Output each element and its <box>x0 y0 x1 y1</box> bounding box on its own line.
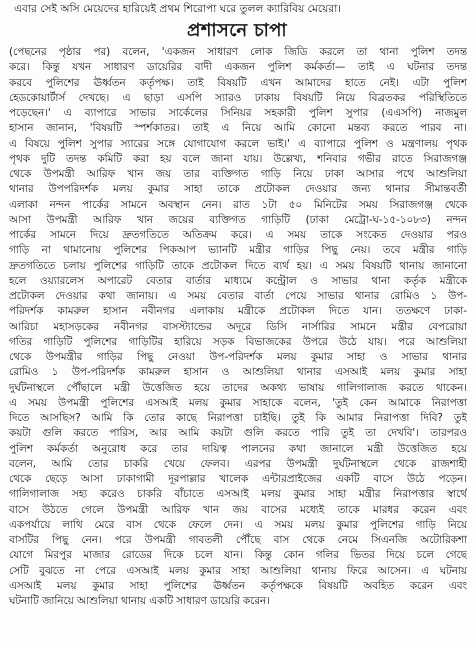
article-line: সেটি বুঝতে না পেরে এসআই মলয় কুমার সাহা আশুলিয়া থানায় ফিরে আসেন। এ ঘটনায় <box>9 564 467 577</box>
article-line <box>9 45 467 60</box>
article-line: বলেন, আমি তোর চাকরি খেয়ে ফেলব। এরপর উপমন্ত্রী দুর্ঘটনাস্থলে থেকে রাজশাহী <box>9 457 467 470</box>
article-line: থেকে উপমন্ত্রীর গাড়ির পিছু নেওয়া উপ-পরিদর্শক মলয় কুমার সাহা ও সাভার থানার <box>9 351 467 363</box>
article-line: গালিগালাজ সহ্য করেও চাকরি বাঁচাতে এসআই মলয় কুমার সাহা মন্ত্রীর নিরাপত্তার স্বার্থে <box>9 488 467 501</box>
article-line: গতির গাড়িটি পুলিশের গাড়িটির হারিয়ে সড়ক বিভাজকের উপরে উঠে যায়। পরে আশুলিয়া <box>9 335 467 348</box>
article-line: এলাকা নন্দন পার্কের সামনে অবস্থান নেন। রাত ১টা ৫০ মিনিটের সময় সিরাজগঞ্জ থেকে <box>9 198 467 211</box>
article-line: গাড়ি না থামানোয় পুলিশের পিকআপ ভ্যানটি মন্ত্রীর গাড়ির পিছু নেয়। তবে মন্ত্রীর গাড়ি <box>9 244 467 257</box>
article-line: পুলিশ কর্মকর্তা অনুরোধ করে তার দায়িত্ব পালনের কথা জানালে মন্ত্রী উত্তেজিত হয়ে <box>9 442 467 455</box>
article-line: কয়টা গুলি করতে পারিস, আর আমি কয়টা গুলি করতে পারি তুই তা দেখবি'। তারপরও <box>9 427 467 440</box>
article-line: দুর্ঘটনাস্থলে পৌঁছালে মন্ত্রী উত্তেজিত হয়ে তাদের অকথ্য ভাষায় গালিগালাজ করতে থাকেন। <box>9 381 467 394</box>
article-line: করে। কিন্তু যখন সাধারণ ডায়েরির বাদী একজন পুলিশ কর্মকর্তা— তাই এ ঘটনার তদন্ত <box>9 61 467 74</box>
article-line: পড়েছেন।' এ ব্যাপারে সাভার সার্কেলের সিনিয়র সহকারী পুলিশ সুপার (এএসপি) নাজমুল <box>9 107 467 119</box>
article-line: পরিদর্শক কামরুল হাসান নবীনগর এলাকায় মন্ত্রীকে প্রটোকল দিতে যান। ততক্ষণে ঢাকা- <box>9 305 467 318</box>
article-line: দিতে আসছিস? আমি কি তোর কাছে নিরাপত্তা চাইছি। তুই কি আমার নিরাপত্তা দিবি? তুই <box>9 412 467 424</box>
article-line: হাসান জানান, 'বিষয়টি স্পর্শকাতর। তাই এ নিয়ে আমি কোনো মন্তব্য করতে পারব না। <box>9 122 467 135</box>
article-body <box>9 45 467 609</box>
article-line: থেকে ছেড়ে আসা ঢাকাগামী দূরপাল্লার খালেক এন্টারপ্রাইজের একটি বাসে উঠে পড়েন। <box>9 473 467 485</box>
article-headline: প্রশাসনে চাপা <box>187 20 287 41</box>
article-line: থেকে উপমন্ত্রী আরিফ খান জয় তার ব্যক্তিগত গাড়ি নিয়ে ঢাকা আসার পথে আশুলিয়া <box>9 168 467 180</box>
article-line: করবে পুলিশের ঊর্ধ্বতন কর্তৃপক্ষ। তাই বিষয়টি এখন আমাদের হাতে নেই। এটা পুলিশ <box>9 76 467 89</box>
article-line: আরিচা মহাসড়কের নবীনগর বাসস্ট্যান্ডের অদূরে ডিসি নার্সারির সামনে মন্ত্রীর বেপরোয়া <box>9 320 467 333</box>
article-line: বাসে উঠতে গেলে উপমন্ত্রী আরিফ খান জয় বাসের মধ্যেই তাকে মারধর করেন এবং <box>9 503 467 516</box>
article-line: থানার উপপরিদর্শক মলয় কুমার সাহা তাকে প্রটোকল দেওয়ার জন্য থানার সীমান্তবর্তী <box>9 183 467 196</box>
dateline: (পেছনের পৃষ্ঠার পর) <box>9 46 111 58</box>
article-line: একপর্যায়ে লাথি মেরে বাস থেকে ফেলে দেন। এ সময় মলয় কুমার পুলিশের গাড়ি নিয়ে <box>9 518 467 531</box>
article-line: ঘটনাটি জানিয়ে আশুলিয়া থানায় একটি সাধারণ ডায়েরি করেন। <box>9 595 270 607</box>
article-line: হলে ওয়্যারলেস অপারেট বেতার বার্তার মাধ্যমে কন্ট্রোল ও সাভার থানা কর্তৃক মন্ত্রীকে <box>9 274 467 287</box>
article-line: পৃথক দুটি তদন্ত কমিটি করা হয় বলে জানা যায়। উল্লেখ্য, শনিবার গভীর রাতে সিরাজগঞ্জ <box>9 152 467 165</box>
article-line: দ্রুতগতিতে চলায় পুলিশের গাড়িটি তাকে প্রটোকল দিতে ব্যর্থ হয়। এ সময় বিষয়টি থানায় জানানো <box>9 259 467 272</box>
article-line: যোগে মিরপুর মাজার রোডের দিকে চলে যান। কিন্তু কোন গলির ভিতর দিয়ে চলে গেছে <box>9 549 467 562</box>
article-line: আসা উপমন্ত্রী আরিফ খান জয়ের ব্যক্তিগত গাড়িটি (ঢাকা মেট্রো-ঘ-১৫-১০৮৩) নন্দন <box>9 213 467 226</box>
previous-article-tail: এবার সেই অসি মেয়েদের হারিয়েই প্রথম শিরোপা ঘরে তুলল ক্যারিবিয় মেয়েরা। <box>14 3 342 15</box>
article-line-text: বলেন, 'একজন সাধারণ লোক জিডি করলে তা থানা পুলিশ তদন্ত <box>122 46 467 58</box>
article-line: হেডকোয়ার্টার্স দেখছে। এ ছাড়া এসপি স্যারও ঢাকায় বিষয়টি নিয়ে বিব্রতকর পরিস্থিতিতে <box>9 91 467 104</box>
article-line: এসআই মলয় কুমার সাহা পুলিশের ঊর্ধ্বতন কর্তৃপক্ষকে বিষয়টি অবহিত করেন এবং <box>9 579 467 592</box>
article-line: পার্কের সামনে দিয়ে দ্রুতগতিতে অতিক্রম করে। এ সময় তাকে সংকেত দেওয়ার পরও <box>9 229 467 241</box>
article-line: বাসটির পিছু নেন। পরে উপমন্ত্রী গাবতলী পৌঁছে বাস থেকে নেমে সিএনজি অটোরিকশা <box>9 534 467 546</box>
article-line: এ সময় উপমন্ত্রী পুলিশের এসআই মলয় কুমার সাহাকে বলেন, 'তুই কেন আমাকে নিরাপত্তা <box>9 396 467 409</box>
article-line: প্রটোকল দেওয়ার কথা জানায়। এ সময় বেতার বার্তা পেয়ে সাভার থানার রোমিও ১ উপ- <box>9 290 467 302</box>
article-line: এ বিষয়ে পুলিশ সুপার স্যারের সঙ্গে যোগাযোগ করলে ভাই।' এ ব্যাপারে পুলিশ ও মন্ত্রণালয় পৃথক <box>9 137 467 150</box>
article-line: রোমিও ১ উপ-পরিদর্শক কামরুল হাসান ও আশুলিয়া থানার এসআই মলয় কুমার সাহা <box>9 366 467 379</box>
